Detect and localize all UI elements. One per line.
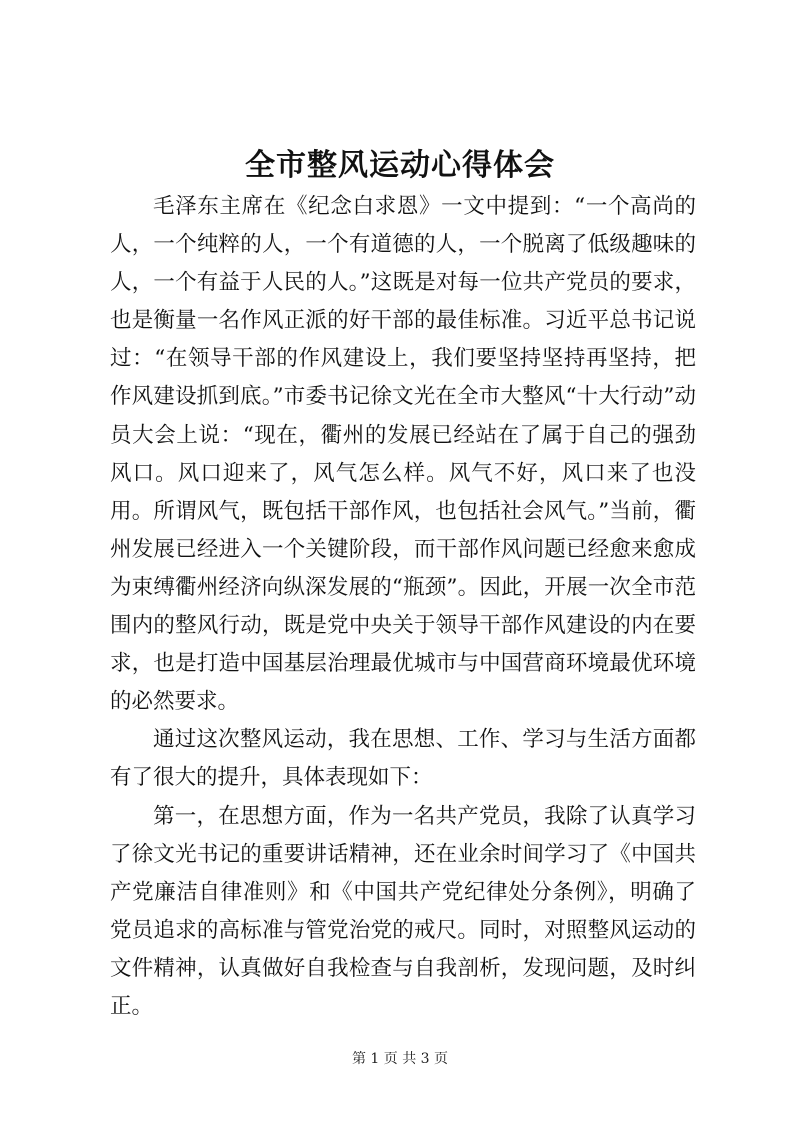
paragraph-3: 第一，在思想方面，作为一名共产党员，我除了认真学习了徐文光书记的重要讲话精神，还在业余时间学习了《中国共产党廉洁自律准则》和《中国共产党纪律处分条例》，明确了党员追求的高标准与管党治党的戒尺。同时，对照整风运动的文件精神，认真做好自我检查与自我剖析，发现问题，及时纠正。 <box>110 803 696 1019</box>
page-footer: 第 1 页 共 3 页 <box>351 1051 449 1067</box>
document-body <box>110 188 696 1026</box>
paragraph-1: 毛泽东主席在《纪念白求恩》一文中提到：“一个高尚的人，一个纯粹的人，一个有道德的人，一个脱离了低级趣味的人，一个有益于人民的人。”这既是对每一位共产党员的要求，也是衡量一名作风正派的好干部的最佳标准。习近平总书记说过：“在领导干部的作风建设上，我们要坚持坚持再坚持，把作风建设抓到底。”市委书记徐文光在全市大整风“十大行动”动员大会上说：“现在，衢州的发展已经站在了属于自己的强劲风口。风口迎来了，风气怎么样。风气不好，风口来了也没用。所谓风气，既包括干部作风，也包括社会风气。”当前，衢州发展已经进入一个关键阶段，而干部作风问题已经愈来愈成为束缚衢州经济向纵深发展的“瓶颈”。因此，开展一次全市范围内的整风行动，既是党中央关于领导干部作风建设的内在要求，也是打造中国基层治理最优城市与中国营商环境最优环境的必然要求。 <box>110 194 696 715</box>
paragraph-2: 通过这次整风运动，我在思想、工作、学习与生活方面都有了很大的提升，具体表现如下： <box>110 727 696 791</box>
document-title: 全市整风运动心得体会 <box>245 148 555 183</box>
